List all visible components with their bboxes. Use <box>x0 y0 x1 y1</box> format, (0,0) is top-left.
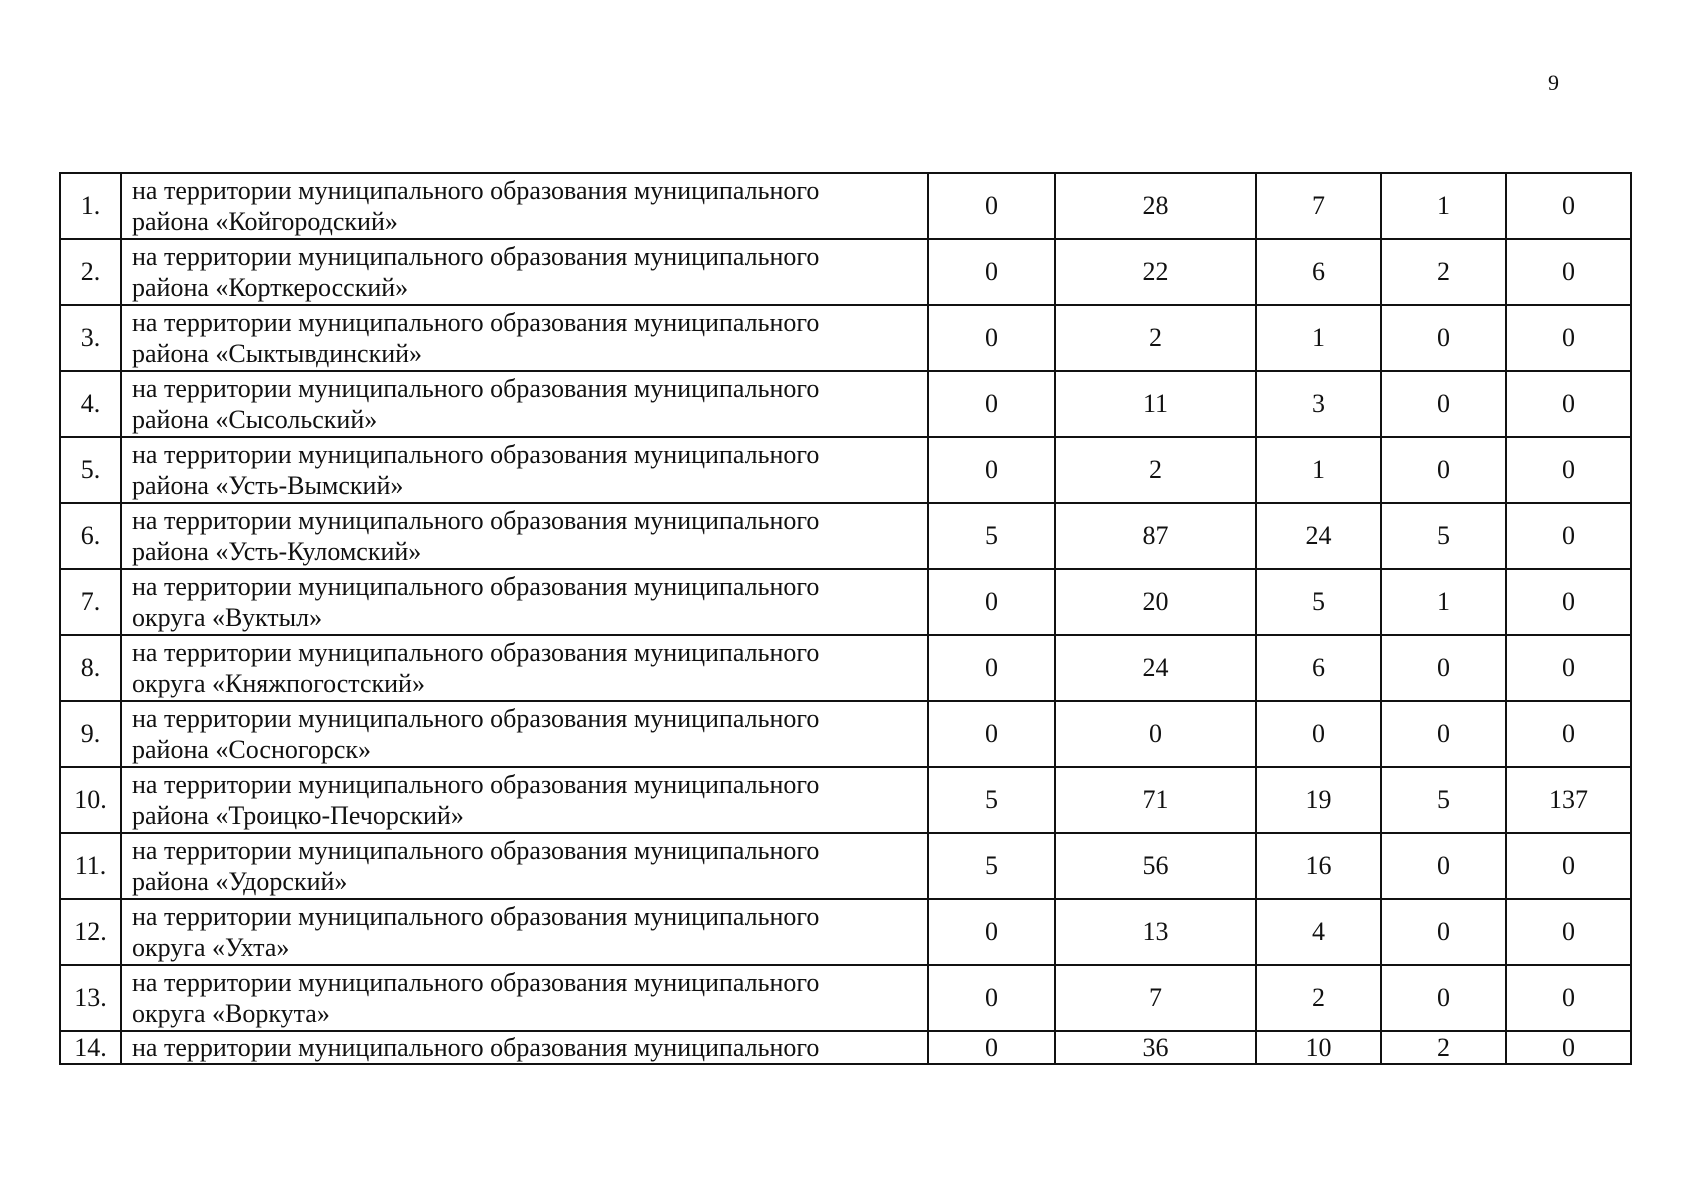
value-cell-2: 0 <box>1055 701 1256 767</box>
value-cell-5: 0 <box>1506 1031 1631 1064</box>
table-row <box>60 965 1631 1031</box>
row-number: 10. <box>60 767 121 833</box>
value-cell-1: 5 <box>928 767 1055 833</box>
table-row <box>60 305 1631 371</box>
description-line-1: на территории муниципального образования муниципального <box>132 902 820 931</box>
description-line-1: на территории муниципального образования муниципального <box>132 836 820 865</box>
value-cell-2: 28 <box>1055 173 1256 239</box>
value-cell-1: 0 <box>928 965 1055 1031</box>
value-cell-2: 71 <box>1055 767 1256 833</box>
description-line-1: на территории муниципального образования муниципального <box>132 572 820 601</box>
description-line-1: на территории муниципального образования муниципального <box>132 176 820 205</box>
value-cell-5: 0 <box>1506 899 1631 965</box>
value-cell-3: 2 <box>1256 965 1381 1031</box>
row-description <box>121 371 928 437</box>
row-description <box>121 899 928 965</box>
table-row <box>60 899 1631 965</box>
table-row <box>60 173 1631 239</box>
value-cell-1: 0 <box>928 701 1055 767</box>
table-row <box>60 371 1631 437</box>
value-cell-1: 0 <box>928 635 1055 701</box>
description-line-1: на территории муниципального образования муниципального <box>132 704 820 733</box>
row-number: 14. <box>60 1031 121 1064</box>
description-line-2: района «Троицко-Печорский» <box>132 801 464 830</box>
row-description <box>121 965 928 1031</box>
value-cell-1: 0 <box>928 899 1055 965</box>
row-number: 4. <box>60 371 121 437</box>
row-number: 6. <box>60 503 121 569</box>
value-cell-4: 2 <box>1381 1031 1506 1064</box>
description-line-1: на территории муниципального образования муниципального <box>132 506 820 535</box>
value-cell-4: 0 <box>1381 701 1506 767</box>
value-cell-2: 2 <box>1055 437 1256 503</box>
value-cell-1: 0 <box>928 569 1055 635</box>
page-number: 9 <box>1548 70 1559 95</box>
table-row <box>60 635 1631 701</box>
row-number: 5. <box>60 437 121 503</box>
value-cell-5: 137 <box>1506 767 1631 833</box>
value-cell-5: 0 <box>1506 173 1631 239</box>
value-cell-3: 16 <box>1256 833 1381 899</box>
value-cell-3: 1 <box>1256 437 1381 503</box>
value-cell-2: 13 <box>1055 899 1256 965</box>
row-description <box>121 701 928 767</box>
row-description <box>121 503 928 569</box>
description-line-1: на территории муниципального образования муниципального <box>132 440 820 469</box>
value-cell-4: 1 <box>1381 569 1506 635</box>
value-cell-2: 22 <box>1055 239 1256 305</box>
value-cell-1: 0 <box>928 239 1055 305</box>
value-cell-5: 0 <box>1506 701 1631 767</box>
description-line-1: на территории муниципального образования муниципального <box>132 638 820 667</box>
value-cell-2: 36 <box>1055 1031 1256 1064</box>
value-cell-3: 0 <box>1256 701 1381 767</box>
value-cell-3: 5 <box>1256 569 1381 635</box>
value-cell-4: 1 <box>1381 173 1506 239</box>
row-description <box>121 833 928 899</box>
value-cell-2: 11 <box>1055 371 1256 437</box>
row-number: 8. <box>60 635 121 701</box>
description-line-1: на территории муниципального образования муниципального <box>132 1033 820 1062</box>
description-line-2: района «Сыктывдинский» <box>132 339 423 368</box>
value-cell-4: 0 <box>1381 635 1506 701</box>
value-cell-4: 0 <box>1381 437 1506 503</box>
value-cell-3: 24 <box>1256 503 1381 569</box>
row-number: 2. <box>60 239 121 305</box>
row-number: 11. <box>60 833 121 899</box>
value-cell-1: 0 <box>928 173 1055 239</box>
row-description <box>121 635 928 701</box>
description-line-2: района «Удорский» <box>132 867 348 896</box>
value-cell-5: 0 <box>1506 635 1631 701</box>
row-description <box>121 767 928 833</box>
row-description <box>121 305 928 371</box>
description-line-2: округа «Ухта» <box>132 933 290 962</box>
value-cell-1: 0 <box>928 371 1055 437</box>
table-row <box>60 767 1631 833</box>
value-cell-4: 0 <box>1381 899 1506 965</box>
value-cell-2: 56 <box>1055 833 1256 899</box>
row-number: 1. <box>60 173 121 239</box>
value-cell-5: 0 <box>1506 569 1631 635</box>
value-cell-4: 5 <box>1381 767 1506 833</box>
value-cell-1: 0 <box>928 305 1055 371</box>
row-number: 9. <box>60 701 121 767</box>
table-row <box>60 833 1631 899</box>
data-table <box>59 172 1632 1065</box>
row-description <box>121 173 928 239</box>
row-number: 13. <box>60 965 121 1031</box>
value-cell-5: 0 <box>1506 833 1631 899</box>
table-body <box>60 173 1631 1064</box>
description-line-1: на территории муниципального образования муниципального <box>132 968 820 997</box>
value-cell-3: 3 <box>1256 371 1381 437</box>
description-line-2: района «Корткеросский» <box>132 273 409 302</box>
value-cell-4: 5 <box>1381 503 1506 569</box>
value-cell-2: 2 <box>1055 305 1256 371</box>
value-cell-5: 0 <box>1506 305 1631 371</box>
table-row <box>60 1031 1631 1064</box>
value-cell-4: 0 <box>1381 371 1506 437</box>
description-line-2: района «Койгородский» <box>132 207 398 236</box>
row-description <box>121 1031 928 1064</box>
value-cell-5: 0 <box>1506 965 1631 1031</box>
value-cell-5: 0 <box>1506 437 1631 503</box>
description-line-1: на территории муниципального образования муниципального <box>132 374 820 403</box>
value-cell-3: 1 <box>1256 305 1381 371</box>
value-cell-3: 10 <box>1256 1031 1381 1064</box>
value-cell-5: 0 <box>1506 503 1631 569</box>
value-cell-5: 0 <box>1506 371 1631 437</box>
description-line-2: округа «Вуктыл» <box>132 603 323 632</box>
table-row <box>60 701 1631 767</box>
value-cell-1: 0 <box>928 437 1055 503</box>
value-cell-1: 0 <box>928 1031 1055 1064</box>
value-cell-3: 19 <box>1256 767 1381 833</box>
description-line-1: на территории муниципального образования муниципального <box>132 308 820 337</box>
row-description <box>121 569 928 635</box>
value-cell-1: 5 <box>928 833 1055 899</box>
table-row <box>60 569 1631 635</box>
description-line-1: на территории муниципального образования муниципального <box>132 242 820 271</box>
row-number: 3. <box>60 305 121 371</box>
description-line-1: на территории муниципального образования муниципального <box>132 770 820 799</box>
description-line-2: района «Усть-Куломский» <box>132 537 422 566</box>
value-cell-4: 0 <box>1381 833 1506 899</box>
table-row <box>60 437 1631 503</box>
row-number: 7. <box>60 569 121 635</box>
value-cell-2: 87 <box>1055 503 1256 569</box>
description-line-2: района «Сосногорск» <box>132 735 372 764</box>
value-cell-2: 7 <box>1055 965 1256 1031</box>
row-description <box>121 239 928 305</box>
value-cell-3: 4 <box>1256 899 1381 965</box>
table-row <box>60 503 1631 569</box>
row-number: 12. <box>60 899 121 965</box>
value-cell-3: 6 <box>1256 239 1381 305</box>
value-cell-2: 20 <box>1055 569 1256 635</box>
description-line-2: округа «Княжпогостский» <box>132 669 425 698</box>
value-cell-3: 6 <box>1256 635 1381 701</box>
value-cell-5: 0 <box>1506 239 1631 305</box>
value-cell-4: 0 <box>1381 305 1506 371</box>
description-line-2: округа «Воркута» <box>132 999 330 1028</box>
value-cell-1: 5 <box>928 503 1055 569</box>
value-cell-4: 2 <box>1381 239 1506 305</box>
row-description <box>121 437 928 503</box>
value-cell-3: 7 <box>1256 173 1381 239</box>
description-line-2: района «Сысольский» <box>132 405 378 434</box>
table-row <box>60 239 1631 305</box>
value-cell-2: 24 <box>1055 635 1256 701</box>
description-line-2: района «Усть-Вымский» <box>132 471 404 500</box>
value-cell-4: 0 <box>1381 965 1506 1031</box>
